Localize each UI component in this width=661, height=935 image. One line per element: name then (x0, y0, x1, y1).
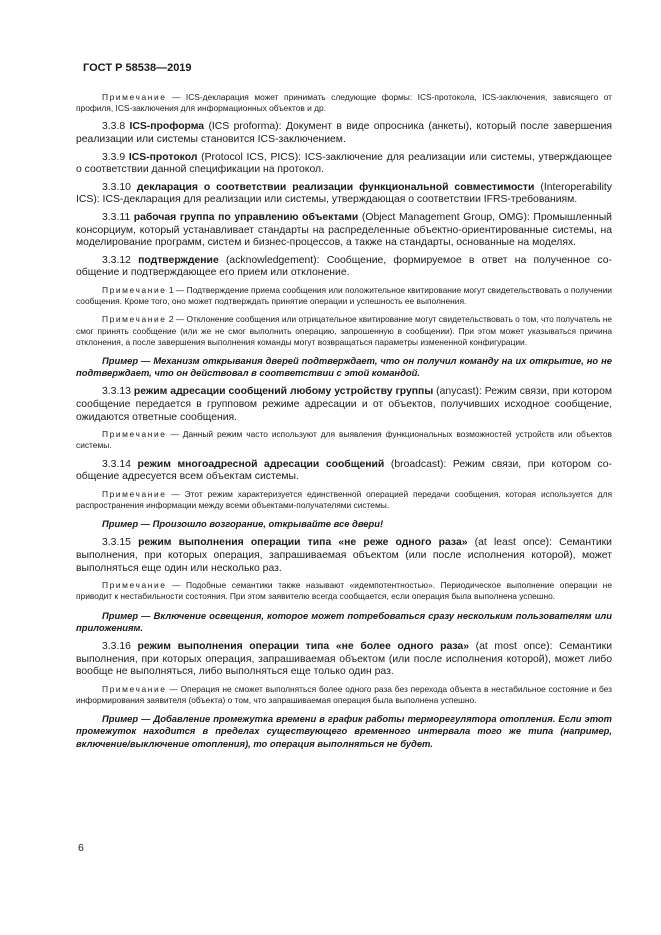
term-number: 3.3.9 (102, 151, 129, 163)
term-3-3-8 (76, 121, 612, 146)
note-text: — Операция не сможет выполняться более одного раза без перехода объекта в нестабильное состояние и без информирования заявителя (объекта) о том, что запрашиваемая операция была выполнена успешно. (76, 683, 612, 705)
term-name: ICS-проформа (129, 121, 205, 133)
note-label: Примечание (102, 429, 167, 440)
note-text: 1 — Подтверждение приема сообщения или положительное квитирование могут свидетельствовать о получении сообщения. Кроме того, оно может подтверждать принятие операции и успешность ее выполнения. (76, 284, 612, 307)
term-definition: (at least once): Семантики выполнения, при которых операция, запрашиваемая объектом (или после исполнения которой), может выполняться еще один или несколько раз. (76, 537, 612, 574)
note-label: Примечание (102, 683, 167, 694)
term-number: 3.3.10 (102, 181, 137, 193)
term-3-3-13 (76, 386, 612, 424)
term-number: 3.3.11 (102, 211, 134, 223)
term-3-3-9 (76, 152, 612, 177)
note-text: — Этот режим характеризуется единственной операцией передачи сообщения, которая используется для распространения информации между всеми объектами-получателями системы. (76, 488, 612, 510)
note-ics-declaration (76, 92, 612, 114)
term-number: 3.3.14 (102, 458, 138, 470)
page-content (76, 92, 612, 757)
term-definition: (acknowledgement): Сообщение, формируемое в ответ на полученное сообщение и подтверждающее его прием или отклонение. (76, 254, 612, 279)
example-thermostat: Пример — Добавление промежутка времени в график работы терморегулятора отопления. Если этот промежуток находится в пределах существующего временного интервала того же типа (например, включение/выключение отопления), то операция выполняться не будет. (76, 713, 612, 749)
note-idempotency (76, 580, 612, 602)
term-name: режим выполнения операции типа «не более одного раза» (137, 640, 469, 652)
example-door-mechanism: Пример — Механизм открывания дверей подтверждает, что он получил команду на их открытие, но не подтверждает, что он действовал в соответствии с этой командой. (76, 354, 612, 379)
term-number: 3.3.8 (102, 121, 130, 133)
term-name: рабочая группа по управлению объектами (133, 211, 359, 223)
term-definition: (anycast): Режим связи, при котором сообщение передается в групповом режиме адресации и от объектов, получивших исходное сообщение, ожидаются ответные сообщения. (76, 386, 612, 423)
term-definition: (Protocol ICS, PICS): ICS-заключение для реализации или системы, утверждающее о соответствии данной спецификации на протокол. (76, 151, 613, 176)
term-3-3-14 (76, 459, 612, 484)
example-fire: Пример — Произошло возгорание, открывайте все двери! (102, 518, 384, 530)
note-text: — Подобные семантики также называют «идемпотентностью». Периодическое выполнение операции не приводит к нестабильности состояния. При этом заявителю всегда сообщается, если операция была выполнена успешно. (76, 580, 612, 602)
term-number: 3.3.16 (102, 640, 138, 652)
page-number: 6 (78, 842, 84, 854)
term-3-3-11 (76, 212, 612, 250)
term-name: режим многоадресной адресации сообщений (137, 458, 385, 470)
term-definition: (at most once): Семантики выполнения, при которых операция, запрашиваемая объектом (или после исполнения которой), может либо вообще не выполняться, либо выполняться еще только один раз. (76, 640, 612, 678)
document-header: ГОСТ Р 58538—2019 (83, 62, 192, 74)
term-number: 3.3.15 (102, 537, 139, 549)
note-anycast (76, 429, 612, 451)
note-text: 2 — Отклонение сообщения или отрицательное квитирование могут свидетельствовать о том, что получатель не смог принять сообщение (или же не смог выполнить операцию, запрошенную в сообщении). При этом может указываться причина отклонения, а после завершения выполнения команды могут возвращаться параметры измененной конфигурации. (76, 314, 612, 347)
term-definition: (broadcast): Режим связи, при котором сообщение адресуется всем объектам системы. (76, 458, 612, 483)
example-lighting: Пример — Включение освещения, которое может потребоваться сразу нескольким пользователям или приложениям. (76, 609, 612, 633)
note-text: — ICS-декларация может принимать следующие формы: ICS-протокола, ICS-заключения, зависящего от профиля, ICS-заключения для информационных объектов и др. (76, 92, 612, 114)
term-number: 3.3.13 (102, 386, 134, 398)
term-definition: (Object Management Group, OMG): Промышленный консорциум, который устанавливает стандарты на распределенные объектно-ориентированные системы, на моделирование программ, систем и бизнес-процессов, а также на стандарты, основанные на моделях. (76, 211, 612, 249)
term-name: режим выполнения операции типа «не реже одного раза» (138, 537, 468, 549)
term-3-3-10 (76, 182, 612, 207)
term-3-3-16 (76, 641, 612, 679)
note-broadcast (76, 489, 612, 511)
term-definition: (Interoperability ICS): ICS-декларация для реализации или системы, утверждающая о соответствии IFRS-требованиям. (76, 181, 612, 206)
note-label: Примечание (102, 284, 167, 295)
term-name: подтверждение (138, 254, 219, 266)
term-name: декларация о соответствии реализации функциональной совместимости (136, 181, 535, 193)
term-name: режим адресации сообщений любому устройству группы (133, 386, 434, 398)
note-label: Примечание (102, 580, 167, 591)
note-at-most-once (76, 684, 612, 706)
term-definition: (ICS proforma): Документ в виде опросника (анкеты), который после завершения реализации или системы становится ICS-заключением. (76, 121, 613, 145)
note-2-rejection (76, 314, 612, 348)
note-label: Примечание (102, 92, 167, 102)
term-name: ICS-протокол (128, 151, 198, 163)
note-1-acknowledgement (76, 285, 612, 307)
note-label: Примечание (102, 314, 167, 325)
term-3-3-12 (76, 255, 612, 280)
note-text: — Данный режим часто используют для выявления функциональных возможностей устройств или объектов системы. (76, 429, 612, 451)
term-number: 3.3.12 (102, 254, 139, 266)
term-3-3-15 (76, 537, 612, 575)
note-label: Примечание (102, 488, 167, 499)
